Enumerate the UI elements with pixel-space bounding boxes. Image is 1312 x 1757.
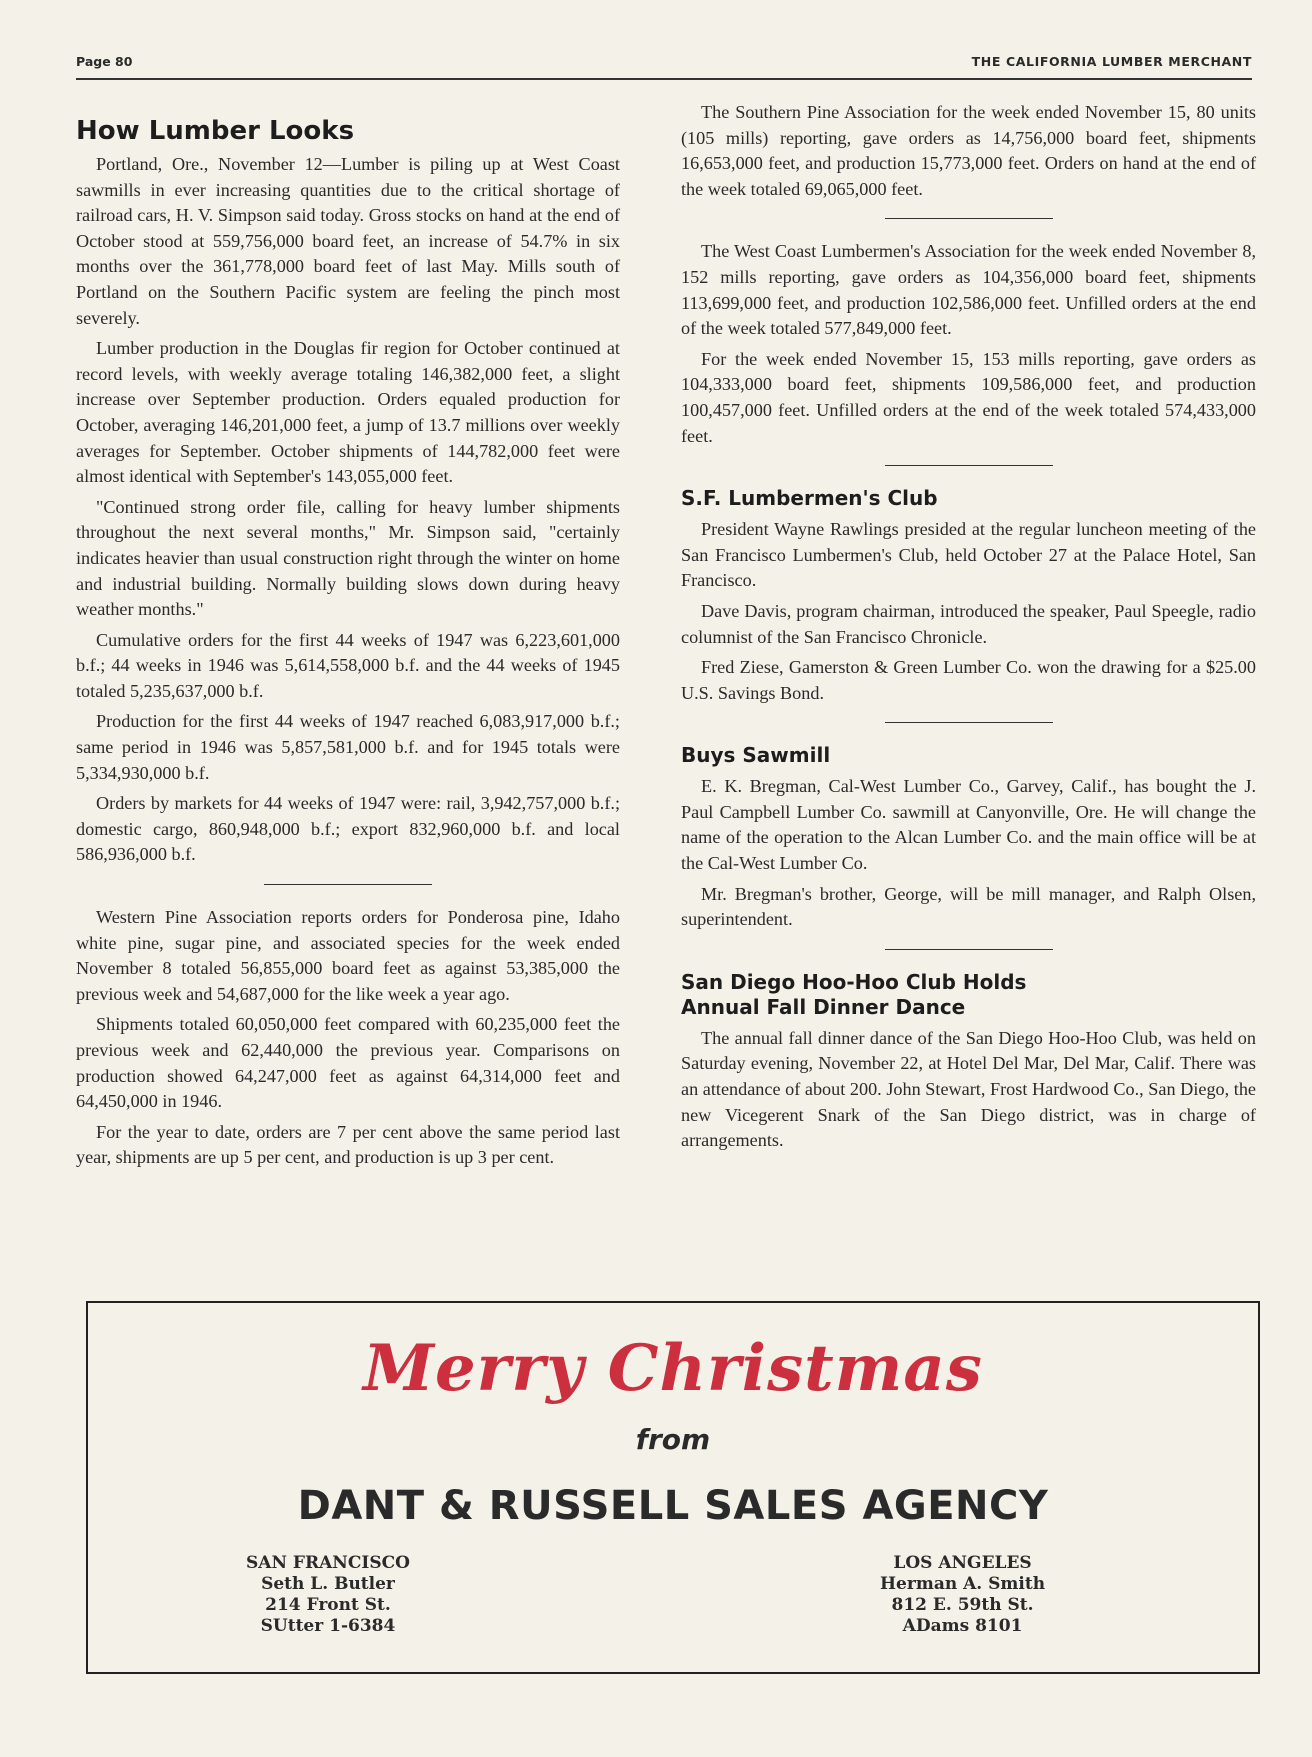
section-divider (885, 949, 1053, 950)
page-header (76, 52, 1252, 80)
article-paragraph: For the year to date, orders are 7 per cent above the same period last year, shipments are up 5 per cent, and production is up 3 per cent. (76, 1121, 620, 1168)
office-city: LOS ANGELES (893, 1553, 1032, 1573)
magazine-title: THE CALIFORNIA LUMBER MERCHANT (971, 54, 1252, 69)
section-divider (264, 884, 432, 885)
article-paragraph: Orders by markets for 44 weeks of 1947 were: rail, 3,942,757,000 b.f.; domestic cargo, 860,948,000 b.f.; export 832,960,000 b.f. and local 586,936,000 b.f. (76, 793, 620, 865)
article-paragraph: Shipments totaled 60,050,000 feet compared with 60,235,000 feet the previous week and 62,440,000 the previous year. Comparisons on production showed 64,247,000 feet as against 64,314,000 feet and 64,450,000 in 1946. (76, 1014, 620, 1112)
section-divider (885, 722, 1053, 723)
merry-christmas-heading: Merry Christmas (363, 1331, 983, 1406)
right-column (681, 100, 1256, 1159)
article-paragraph: Production for the first 44 weeks of 1947 reached 6,083,917,000 b.f.; same period in 1946 was 5,857,581,000 b.f. and for 1945 totals were 5,334,930,000 b.f. (76, 711, 620, 783)
article-title-hoo-hoo (681, 970, 1256, 1020)
article-paragraph: E. K. Bregman, Cal-West Lumber Co., Garvey, Calif., has bought the J. Paul Campbell Lumber Co. sawmill at Canyonville, Ore. He will change the name of the operation to the Alcan Lumber Co. and the main office will be at the Cal-West Lumber Co. (681, 776, 1256, 874)
article-paragraph: For the week ended November 15, 153 mills reporting, gave orders as 104,333,000 board feet, shipments 109,586,000 feet, and production 100,457,000 feet. Unfilled orders at the end of the week totaled 574,433,000 feet. (681, 348, 1256, 446)
article-title-how-lumber-looks: How Lumber Looks (76, 116, 355, 146)
office-phone: SUtter 1-6384 (260, 1616, 396, 1636)
article-paragraph: President Wayne Rawlings presided at the regular luncheon meeting of the San Francisco Lumbermen's Club, held October 27 at the Palace Hotel, San Francisco. (681, 519, 1256, 591)
article-paragraph: The annual fall dinner dance of the San Diego Hoo-Hoo Club, was held on Saturday evening, November 22, at Hotel Del Mar, Del Mar, Calif. There was an attendance of about 200. John Stewart, Frost Hardwood Co., San Diego, the new Vicegerent Snark of the San Diego district, was in charge of arrangements. (681, 1027, 1256, 1151)
article-title-sf-club: S.F. Lumbermen's Club (681, 486, 938, 511)
title-line: Annual Fall Dinner Dance (681, 994, 966, 1019)
office-contact: Herman A. Smith (880, 1574, 1046, 1594)
office-phone: ADams 8101 (902, 1616, 1023, 1636)
article-paragraph: Dave Davis, program chairman, introduced the speaker, Paul Speegle, radio columnist of the San Francisco Chronicle. (681, 600, 1256, 647)
article-title-buys-sawmill: Buys Sawmill (681, 743, 831, 768)
left-column (76, 100, 620, 1176)
office-contact: Seth L. Butler (261, 1574, 395, 1594)
office-address: 214 Front St. (265, 1595, 391, 1615)
section-divider (885, 465, 1053, 466)
article-paragraph: Mr. Bregman's brother, George, will be mill manager, and Ralph Olsen, superintendent. (681, 883, 1256, 930)
article-paragraph: Western Pine Association reports orders for Ponderosa pine, Idaho white pine, sugar pine, and associated species for the week ended November 8 totaled 56,855,000 board feet as against 53,385,000 the previous week and 54,687,000 for the like week a year ago. (76, 907, 620, 1004)
office-city: SAN FRANCISCO (246, 1553, 410, 1573)
article-paragraph: The West Coast Lumbermen's Association for the week ended November 8, 152 mills reporting, gave orders as 104,356,000 board feet, shipments 113,699,000 feet, and production 102,586,000 feet. Unfilled orders at the end of the week totaled 577,849,000 feet. (681, 241, 1256, 339)
title-line: San Diego Hoo-Hoo Club Holds (681, 969, 1027, 994)
article-paragraph: Cumulative orders for the first 44 weeks of 1947 was 6,223,601,000 b.f.; 44 weeks in 1946 was 5,614,558,000 b.f. and the 44 weeks of 1945 totaled 5,235,637,000 b.f. (76, 629, 620, 701)
office-los-angeles (880, 1553, 1045, 1637)
article-paragraph: Lumber production in the Douglas fir region for October continued at record levels, with weekly average totaling 146,382,000 feet, a slight increase over September production. Orders equaled production for October, averaging 146,201,000 feet, a jump of 13.7 millions over weekly averages for September. October shipments of 144,782,000 feet were almost identical with September's 143,055,000 feet. (76, 338, 620, 487)
page-number: Page 80 (76, 54, 133, 69)
office-address: 812 E. 59th St. (891, 1595, 1034, 1615)
office-san-francisco (246, 1553, 410, 1637)
article-paragraph: The Southern Pine Association for the week ended November 15, 80 units (105 mills) reporting, gave orders as 14,756,000 board feet, shipments 16,653,000 feet, and production 15,773,000 feet. Orders on hand at the end of the week totaled 69,065,000 feet. (681, 102, 1256, 199)
article-paragraph: Portland, Ore., November 12—Lumber is piling up at West Coast sawmills in ever increasing quantities due to the critical shortage of railroad cars, H. V. Simpson said today. Gross stocks on hand at the end of October stood at 559,756,000 board feet, an increase of 54.7% in six months over the 361,778,000 board feet of last May. Mills south of Portland on the Southern Pacific system are feeling the pinch most severely. (76, 154, 620, 328)
christmas-advertisement (86, 1301, 1260, 1674)
article-paragraph: "Continued strong order file, calling for heavy lumber shipments throughout the next several months," Mr. Simpson said, "certainly indicates heavier than usual construction right through the winter on home and industrial building. Normally building slows down during heavy weather months." (76, 496, 620, 620)
company-name: DANT & RUSSELL SALES AGENCY (297, 1483, 1049, 1529)
article-paragraph: Fred Ziese, Gamerston & Green Lumber Co. won the drawing for a $25.00 U.S. Savings Bond. (681, 657, 1256, 703)
section-divider (885, 218, 1053, 219)
from-text: from (635, 1423, 711, 1456)
